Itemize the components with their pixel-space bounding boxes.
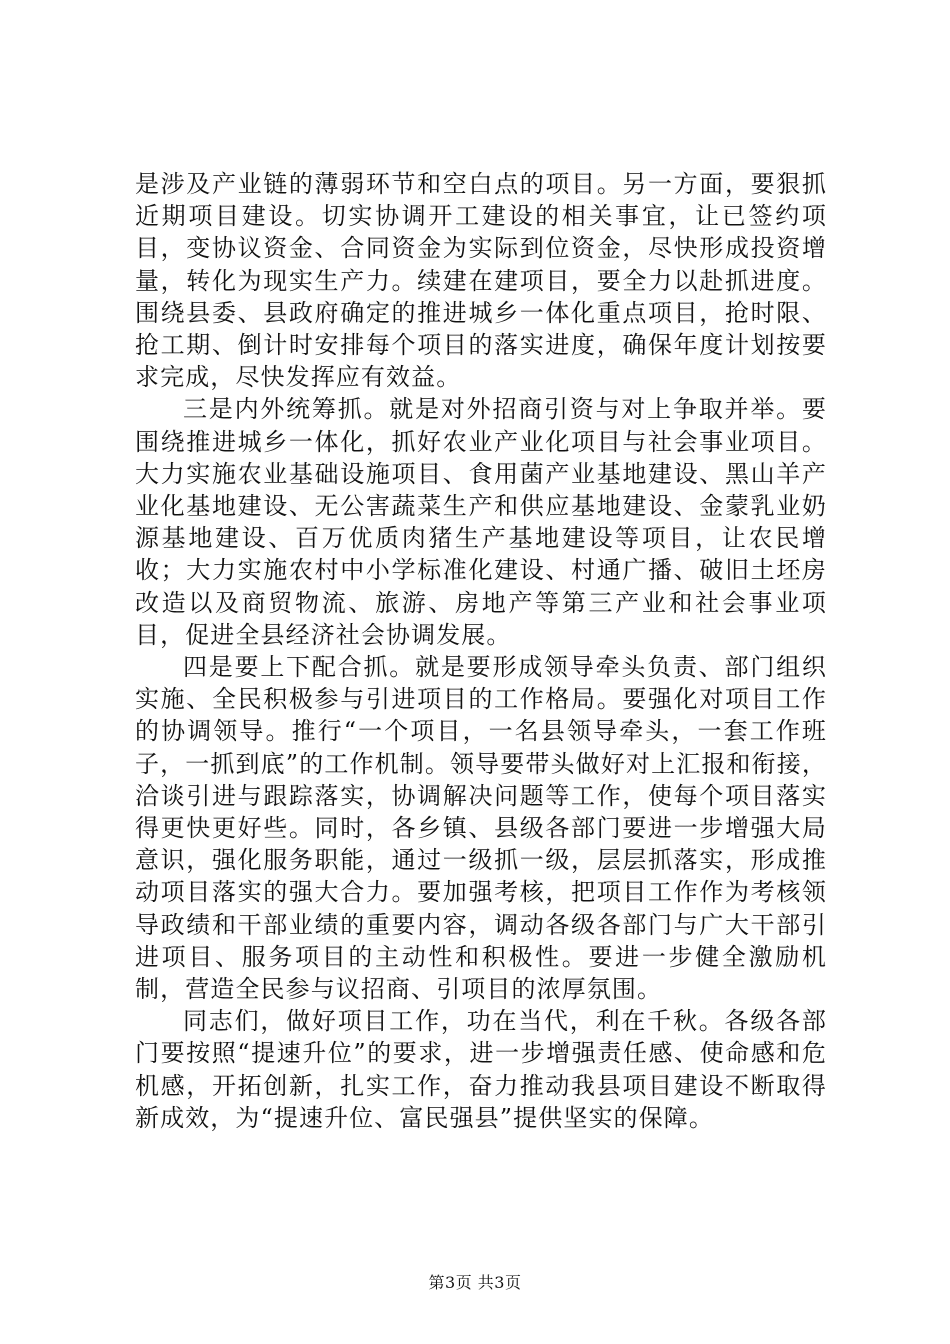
body-paragraph-4: 同志们，做好项目工作，功在当代，利在千秋。各级各部门要按照“提速升位”的要求，进一步增强责任感、使命感和危机感，开拓创新，扎实工作，奋力推动我县项目建设不断取得新成效，为“提速升位、富民强县”提供坚实的保障。 (135, 1007, 827, 1132)
page-number-footer: 第3页 共3页 (428, 1273, 522, 1292)
document-body (135, 168, 827, 1134)
body-paragraph-2: 三是内外统筹抓。就是对外招商引资与对上争取并举。要围绕推进城乡一体化，抓好农业产业化项目与社会事业项目。大力实施农业基础设施项目、食用菌产业基地建设、黑山羊产业化基地建设、无公害蔬菜生产和供应基地建设、金蒙乳业奶源基地建设、百万优质肉猪生产基地建设等项目，让农民增收；大力实施农村中小学标准化建设、村通广播、破旧土坯房改造以及商贸物流、旅游、房地产等第三产业和社会事业项目，促进全县经济社会协调发展。 (135, 395, 827, 649)
body-paragraph-1: 是涉及产业链的薄弱环节和空白点的项目。另一方面，要狠抓近期项目建设。切实协调开工建设的相关事宜，让已签约项目，变协议资金、合同资金为实际到位资金，尽快形成投资增量，转化为现实生产力。续建在建项目，要全力以赴抓进度。围绕县委、县政府确定的推进城乡一体化重点项目，抢时限、抢工期、倒计时安排每个项目的落实进度，确保年度计划按要求完成，尽快发挥应有效益。 (135, 170, 827, 392)
body-paragraph-3: 四是要上下配合抓。就是要形成领导牵头负责、部门组织实施、全民积极参与引进项目的工作格局。要强化对项目工作的协调领导。推行“一个项目，一名县领导牵头，一套工作班子，一抓到底”的工作机制。领导要带头做好对上汇报和衔接，洽谈引进与跟踪落实，协调解决问题等工作，使每个项目落实得更快更好些。同时，各乡镇、县级各部门要进一步增强大局意识，强化服务职能，通过一级抓一级，层层抓落实，形成推动项目落实的强大合力。要加强考核，把项目工作作为考核领导政绩和干部业绩的重要内容，调动各级各部门与广大干部引进项目、服务项目的主动性和积极性。要进一步健全激励机制，营造全民参与议招商、引项目的浓厚氛围。 (135, 653, 827, 1004)
